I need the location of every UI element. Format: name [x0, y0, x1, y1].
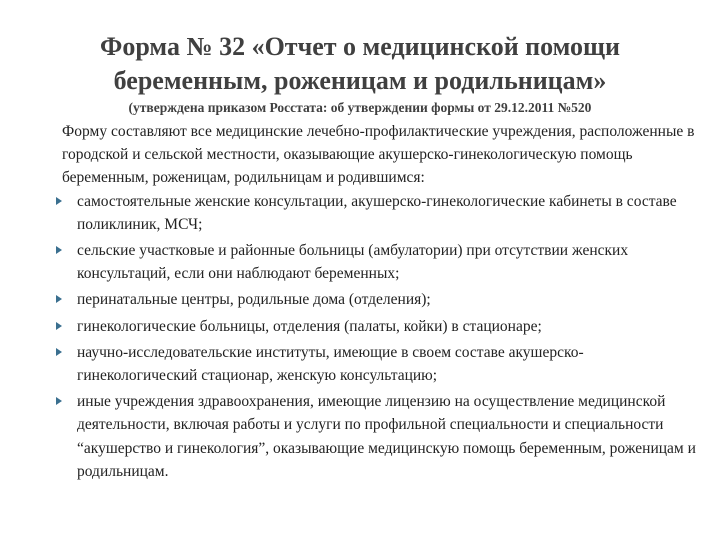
slide-subtitle: (утверждена приказом Росстата: об утверждении формы от 29.12.2011 №520: [128, 100, 592, 115]
bullet-text: гинекологические больницы, отделения (палаты, койки) в стационаре;: [77, 317, 542, 335]
slide-body: [62, 120, 702, 486]
triangle-right-icon: [56, 197, 62, 205]
bullet-text: иные учреждения здравоохранения, имеющие лицензию на осуществление медицинской деятельности, включая работы и услуги по профильной специальности и специальности “акушерство и гинекология”, оказывающие медицинскую помощь беременным, роженицам и родильницам.: [77, 393, 696, 480]
triangle-right-icon: [56, 322, 62, 330]
intro-paragraph: Форму составляют все медицинские лечебно-профилактические учреждения, расположенные в городской и сельской местности, оказывающие акушерско-гинекологическую помощь беременным, роженицам, родильницам и родившимся:: [62, 123, 695, 187]
bullet-text: научно-исследовательские институты, имеющие в своем составе акушерско-гинекологический стационар, женскую консультацию;: [77, 343, 584, 385]
triangle-right-icon: [56, 246, 62, 254]
bullet-text: самостоятельные женские консультации, акушерско-гинекологические кабинеты в составе поликлиник, МСЧ;: [77, 192, 677, 233]
title-block: [20, 30, 700, 117]
bullet-text: перинатальные центры, родильные дома (отделения);: [77, 291, 431, 309]
bullet-list: [62, 190, 702, 483]
triangle-right-icon: [56, 295, 62, 303]
bullet-item: [62, 288, 702, 311]
bullet-text: сельские участковые и районные больницы (амбулатории) при отсутствии женских консультаций, если они наблюдают беременных;: [77, 242, 629, 283]
bullet-item: [62, 239, 702, 285]
triangle-right-icon: [56, 348, 62, 356]
bullet-item: [62, 315, 702, 338]
bullet-item: [62, 341, 702, 387]
slide-title-line-2: беременным, роженицам и родильницам»: [113, 66, 607, 95]
bullet-item: [62, 390, 702, 483]
slide-title-line-1: Форма № 32 «Отчет о медицинской помощи: [100, 32, 620, 61]
triangle-right-icon: [56, 397, 62, 405]
bullet-item: [62, 190, 702, 236]
